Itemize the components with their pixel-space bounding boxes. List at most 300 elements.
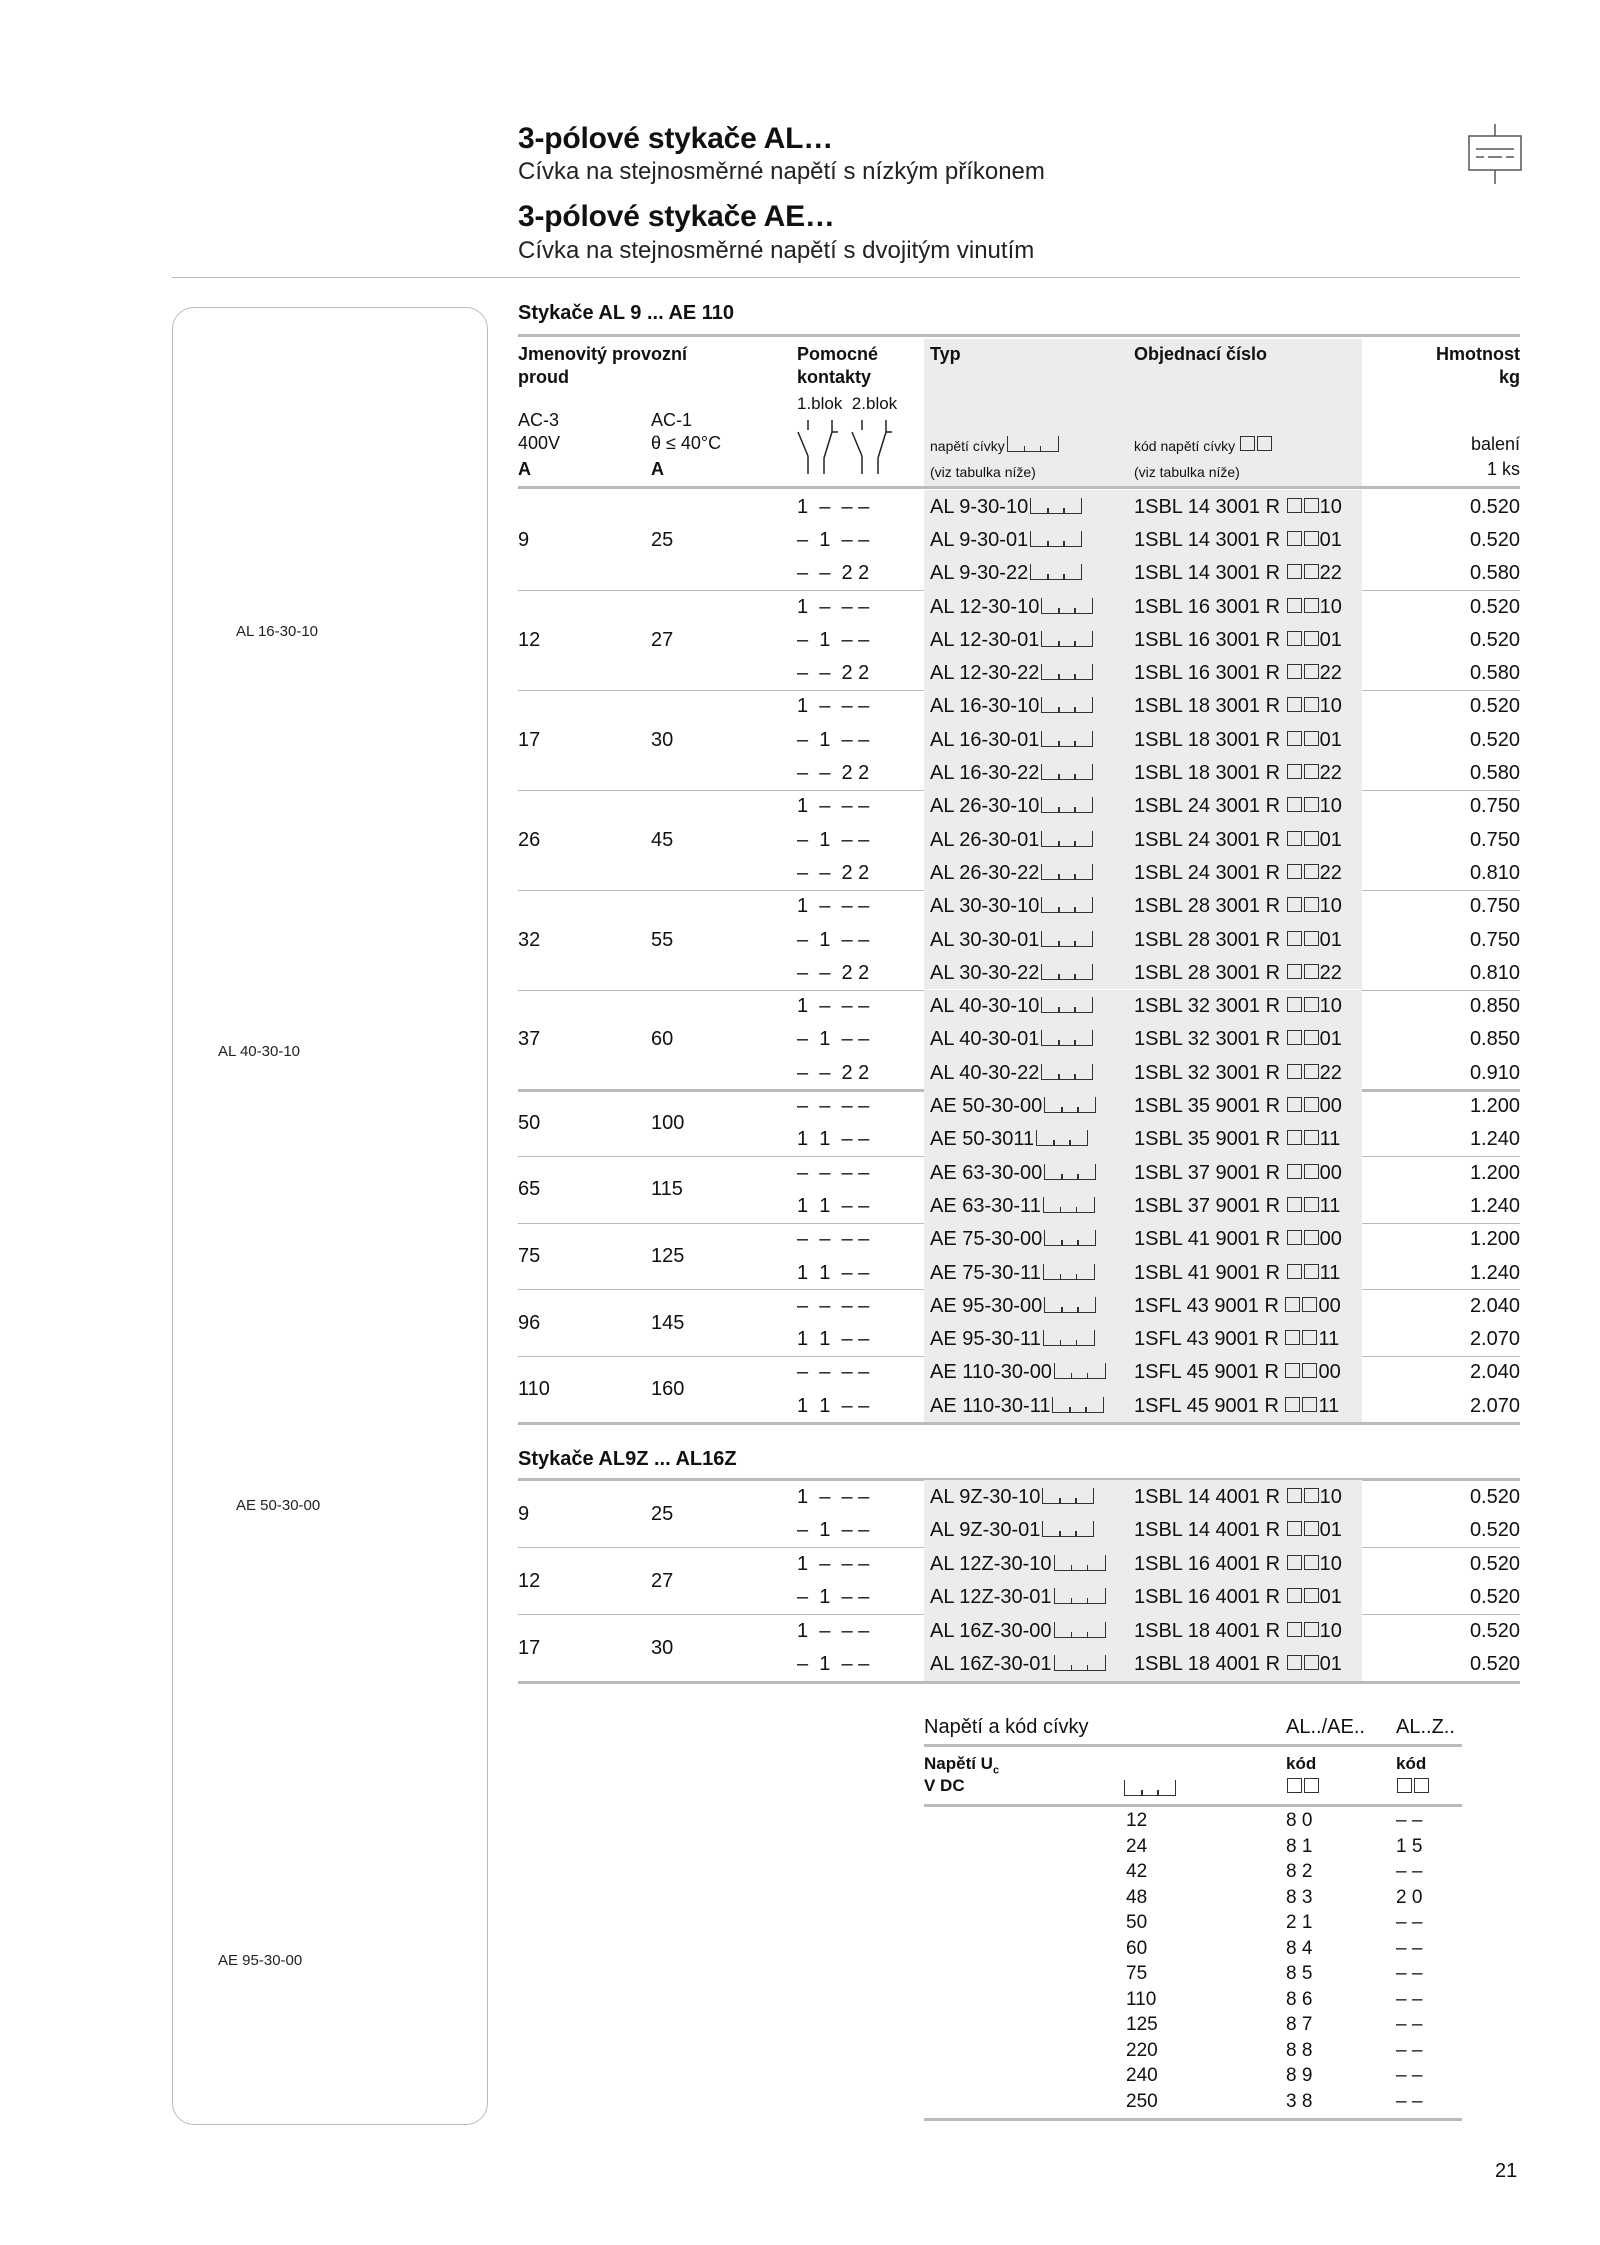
weight: 0.520 (1469, 1653, 1520, 1676)
type-cell (930, 1619, 1106, 1643)
code-alz: – – (1396, 2065, 1423, 2086)
order-number-cell (1134, 528, 1342, 552)
code-square-icon (1304, 1655, 1319, 1670)
coil-voltage-box-icon (1041, 797, 1093, 813)
aux-contacts: 1 – – – (797, 1619, 870, 1642)
row-divider (518, 1681, 1520, 1684)
order-number: 1SBL 16 3001 R (1134, 628, 1281, 651)
coil-voltage-box-icon (1007, 436, 1059, 452)
type-code: AL 9-30-22 (930, 562, 1029, 585)
type-code: AL 12Z-30-10 (930, 1552, 1052, 1575)
coil-code-label: kód napětí cívky (1134, 438, 1236, 454)
order-number-cell (1134, 1294, 1341, 1318)
order-number-cell (1134, 1652, 1342, 1676)
order-number: 1SFL 43 9001 R (1134, 1328, 1279, 1351)
type-code: AE 95-30-11 (930, 1328, 1041, 1351)
code-al-ae: 2 1 (1286, 1912, 1313, 1933)
order-suffix: 22 (1319, 861, 1342, 884)
code-square-icon (1304, 731, 1319, 746)
coil-voltage-box-icon (1041, 664, 1093, 680)
code-square-icon (1287, 1778, 1302, 1793)
order-number: 1SBL 37 9001 R (1134, 1194, 1281, 1217)
ac1-current: 60 (651, 1028, 674, 1051)
order-suffix: 01 (1319, 1653, 1342, 1676)
col-pack: balení (1470, 434, 1520, 454)
code-square-icon (1287, 1230, 1302, 1245)
type-code: AL 16-30-01 (930, 728, 1040, 751)
table-rule (924, 2118, 1462, 2121)
code-square-icon (1304, 564, 1319, 579)
code-square-icon (1302, 1363, 1317, 1378)
weight: 0.750 (1469, 828, 1520, 851)
order-number: 1SBL 14 4001 R (1134, 1485, 1281, 1508)
order-number-cell (1134, 861, 1342, 885)
type-code: AL 12Z-30-01 (930, 1586, 1052, 1609)
weight: 0.850 (1469, 1028, 1520, 1051)
aux-contacts: 1 1 – – (797, 1194, 870, 1217)
order-number-cell (1134, 961, 1342, 985)
aux-contacts: 1 1 – – (797, 1394, 870, 1417)
order-number: 1SBL 16 4001 R (1134, 1552, 1281, 1575)
code-square-icon (1302, 1397, 1317, 1412)
code-square-icon (1304, 1264, 1319, 1279)
order-number: 1SFL 43 9001 R (1134, 1294, 1279, 1317)
order-number-cell (1134, 928, 1342, 952)
type-code: AL 16Z-30-00 (930, 1619, 1052, 1642)
order-number-cell (1134, 1360, 1341, 1384)
aux-contacts: – 1 – – (797, 1028, 870, 1051)
code-alz: 2 0 (1396, 1886, 1423, 1908)
order-number: 1SBL 24 3001 R (1134, 795, 1281, 818)
code-square-icon (1287, 631, 1302, 646)
order-suffix: 01 (1319, 928, 1342, 951)
order-number: 1SBL 18 4001 R (1134, 1619, 1281, 1642)
aux-contacts: – – 2 2 (797, 861, 870, 884)
order-number: 1SBL 32 3001 R (1134, 1028, 1281, 1051)
weight: 2.040 (1469, 1294, 1520, 1317)
type-code: AL 9Z-30-10 (930, 1485, 1041, 1508)
type-code: AL 40-30-22 (930, 1061, 1040, 1084)
voltage-code-header-2: kód (1396, 1754, 1427, 1773)
coil-voltage-box-icon (1041, 631, 1093, 647)
col-rated-current: Jmenovitý provozní (518, 344, 688, 364)
voltage-table-title: Napětí a kód cívky (924, 1716, 1089, 1738)
order-number-cell (1134, 994, 1342, 1018)
code-al-ae: 8 1 (1286, 1835, 1313, 1857)
type-cell (930, 828, 1093, 852)
code-square-icon (1304, 1521, 1319, 1536)
ac1-current: 115 (651, 1178, 683, 1201)
order-number: 1SBL 41 9001 R (1134, 1228, 1281, 1251)
ac1-current: 160 (651, 1378, 685, 1401)
order-number: 1SBL 18 3001 R (1134, 728, 1281, 751)
coil-voltage-box-icon (1044, 1297, 1096, 1313)
weight: 0.580 (1469, 562, 1520, 585)
coil-voltage-box-icon (1044, 1164, 1096, 1180)
ac1-current: 145 (651, 1311, 685, 1334)
ac3-current: 17 (518, 728, 541, 751)
aux-contacts: 1 – – – (797, 895, 870, 918)
code-square-icon (1304, 1555, 1319, 1570)
ac1-current: 55 (651, 928, 674, 951)
code-alz: – – (1396, 1861, 1423, 1882)
type-code: AL 12-30-10 (930, 595, 1040, 618)
coil-voltage-box-icon (1041, 764, 1093, 780)
section-title: Stykače AL9Z ... AL16Z (518, 1448, 737, 1470)
type-cell (930, 1327, 1095, 1351)
code-al-ae: 3 8 (1286, 2090, 1313, 2112)
order-number-cell (1134, 1094, 1342, 1118)
weight: 2.070 (1469, 1394, 1520, 1417)
row-divider (518, 1422, 1520, 1425)
ac3-current: 12 (518, 628, 541, 651)
type-cell (930, 628, 1093, 652)
order-number: 1SBL 14 3001 R (1134, 495, 1281, 518)
type-cell (930, 1552, 1106, 1576)
order-suffix: 22 (1319, 762, 1342, 785)
coil-voltage-box-icon (1043, 1264, 1095, 1280)
type-cell (930, 928, 1093, 952)
table-rule (924, 1744, 1462, 1747)
order-number: 1SBL 18 4001 R (1134, 1653, 1281, 1676)
type-code: AL 30-30-22 (930, 961, 1040, 984)
order-number-cell (1134, 828, 1342, 852)
order-number-cell (1134, 794, 1342, 818)
type-cell (930, 761, 1093, 785)
order-suffix: 01 (1319, 1028, 1342, 1051)
col-aux-blocks: 1.blok 2.blok (797, 394, 898, 413)
code-square-icon (1304, 1064, 1319, 1079)
code-square-icon (1304, 997, 1319, 1012)
code-alz: – – (1396, 1937, 1423, 1959)
code-square-icon (1287, 731, 1302, 746)
code-al-ae: 8 3 (1286, 1886, 1313, 1908)
order-number: 1SBL 18 3001 R (1134, 762, 1281, 785)
type-cell (930, 728, 1093, 752)
voltage-value: 12 (1126, 1810, 1148, 1831)
code-square-icon (1287, 864, 1302, 879)
order-number: 1SBL 28 3001 R (1134, 928, 1281, 951)
coil-voltage-box-icon (1036, 1130, 1088, 1146)
code-square-icon (1287, 1130, 1302, 1145)
weight: 0.520 (1469, 695, 1520, 718)
type-cell (930, 1394, 1104, 1418)
type-code: AE 50-3011 (930, 1128, 1035, 1151)
coil-voltage-box-icon (1043, 1330, 1095, 1346)
order-suffix: 10 (1319, 895, 1342, 918)
type-code: AL 12-30-22 (930, 662, 1040, 685)
code-square-icon (1304, 931, 1319, 946)
code-square-icon (1285, 1330, 1300, 1345)
coil-voltage-box-icon (1041, 831, 1093, 847)
order-suffix: 11 (1319, 1261, 1341, 1284)
order-suffix: 01 (1319, 1586, 1342, 1609)
code-square-icon (1304, 897, 1319, 912)
order-number-cell (1134, 894, 1342, 918)
code-square-icon (1287, 1588, 1302, 1603)
order-suffix: 10 (1319, 795, 1342, 818)
order-number-cell (1134, 1619, 1342, 1643)
col-ac3: AC-3 (518, 410, 560, 430)
col-ac1-temp: θ ≤ 40°C (651, 433, 722, 453)
col-aux: Pomocné (797, 344, 879, 364)
ac3-current: 9 (518, 1502, 530, 1525)
aux-contacts: – 1 – – (797, 628, 870, 651)
coil-voltage-box-icon (1041, 697, 1093, 713)
order-number-cell (1134, 1061, 1342, 1085)
col-ac1: AC-1 (651, 410, 693, 430)
coil-voltage-box-icon (1054, 1655, 1106, 1671)
type-code: AL 30-30-01 (930, 928, 1040, 951)
order-number-cell (1134, 1518, 1342, 1542)
aux-contacts: – 1 – – (797, 1519, 870, 1542)
product-image-panel (172, 307, 488, 2125)
ac3-current: 37 (518, 1028, 541, 1051)
ac1-current: 45 (651, 828, 674, 851)
type-cell (930, 1094, 1096, 1118)
aux-contacts: – – 2 2 (797, 662, 870, 685)
order-number: 1SBL 28 3001 R (1134, 961, 1281, 984)
coil-voltage-box-icon (1054, 1363, 1106, 1379)
col-ac3-voltage: 400V (518, 433, 561, 453)
order-suffix: 00 (1318, 1361, 1341, 1384)
type-cell (930, 1585, 1106, 1609)
weight: 0.810 (1469, 861, 1520, 884)
header-divider (172, 277, 1520, 278)
order-number: 1SBL 24 3001 R (1134, 861, 1281, 884)
ac3-current: 26 (518, 828, 541, 851)
type-code: AL 40-30-01 (930, 1028, 1040, 1051)
code-square-icon (1287, 764, 1302, 779)
type-code: AL 9-30-10 (930, 495, 1029, 518)
col-ac1-unit: A (651, 459, 664, 479)
voltage-value: 24 (1126, 1835, 1148, 1857)
weight: 1.240 (1469, 1128, 1520, 1151)
coil-voltage-box-icon (1030, 531, 1082, 547)
type-code: AL 26-30-01 (930, 828, 1040, 851)
type-cell (930, 1360, 1106, 1384)
ac1-current: 125 (651, 1244, 685, 1267)
type-cell (930, 1294, 1096, 1318)
order-number-cell (1134, 1394, 1339, 1418)
code-alz: – – (1396, 1810, 1423, 1831)
type-cell (930, 1027, 1093, 1051)
order-suffix: 00 (1319, 1228, 1342, 1251)
voltage-value: 60 (1126, 1937, 1148, 1959)
code-square-icon (1287, 897, 1302, 912)
ac1-current: 27 (651, 628, 674, 651)
voltage-value: 48 (1126, 1886, 1148, 1908)
type-cell (930, 694, 1093, 718)
aux-contacts: – 1 – – (797, 1586, 870, 1609)
order-suffix: 22 (1319, 1061, 1342, 1084)
code-square-icon (1304, 1488, 1319, 1503)
section-title: Stykače AL 9 ... AE 110 (518, 302, 735, 324)
weight: 0.520 (1469, 728, 1520, 751)
type-code: AE 110-30-00 (930, 1361, 1052, 1384)
code-al-ae: 8 5 (1286, 1963, 1313, 1984)
type-cell (930, 861, 1093, 885)
order-suffix: 11 (1319, 1194, 1341, 1217)
code-square-icon (1287, 697, 1302, 712)
code-squares (1396, 1778, 1430, 1798)
type-cell (930, 1161, 1096, 1185)
coil-voltage-box-icon (1044, 1097, 1096, 1113)
code-square-icon (1304, 531, 1319, 546)
code-square-icon (1287, 598, 1302, 613)
type-cell (930, 894, 1093, 918)
coil-voltage-box-icon (1124, 1780, 1176, 1796)
code-square-icon (1287, 564, 1302, 579)
col-see-table: (viz tabulka níže) (930, 464, 1036, 480)
type-cell (930, 1261, 1095, 1285)
order-number: 1SBL 28 3001 R (1134, 895, 1281, 918)
code-al-ae: 8 7 (1286, 2014, 1313, 2035)
code-square-icon (1414, 1778, 1429, 1793)
order-number-cell (1134, 628, 1342, 652)
page-number: 21 (1495, 2160, 1518, 2182)
order-number: 1SBL 35 9001 R (1134, 1128, 1281, 1151)
order-number-cell (1134, 1194, 1340, 1218)
aux-contacts: 1 – – – (797, 595, 870, 618)
code-alz: – – (1396, 1988, 1423, 2010)
col-see-table-2: (viz tabulka níže) (1134, 464, 1240, 480)
code-square-icon (1285, 1397, 1300, 1412)
col-pack-qty: 1 ks (1486, 459, 1520, 479)
col-weight: Hmotnost (1436, 344, 1520, 364)
image-caption: AE 50-30-00 (236, 1497, 321, 1514)
code-square-icon (1287, 664, 1302, 679)
order-number: 1SBL 14 4001 R (1134, 1519, 1281, 1542)
coil-voltage-box-icon (1041, 1030, 1093, 1046)
order-number: 1SBL 18 3001 R (1134, 695, 1281, 718)
weight: 0.520 (1469, 1519, 1520, 1542)
order-number: 1SBL 16 4001 R (1134, 1586, 1281, 1609)
col-coil-code (1134, 435, 1273, 458)
code-square-icon (1304, 864, 1319, 879)
weight: 0.520 (1469, 628, 1520, 651)
aux-contacts: 1 – – – (797, 1552, 870, 1575)
aux-contacts: 1 – – – (797, 795, 870, 818)
code-alz: – – (1396, 2039, 1423, 2061)
order-suffix: 01 (1319, 1519, 1342, 1542)
order-number: 1SBL 35 9001 R (1134, 1095, 1281, 1118)
code-square-icon (1287, 531, 1302, 546)
order-number: 1SBL 16 3001 R (1134, 662, 1281, 685)
code-square-icon (1304, 1164, 1319, 1179)
order-suffix: 00 (1319, 1161, 1342, 1184)
order-number: 1SBL 14 3001 R (1134, 528, 1281, 551)
ac3-current: 32 (518, 928, 541, 951)
voltage-col-alz: AL..Z.. (1396, 1716, 1455, 1738)
voltage-value: 220 (1126, 2039, 1158, 2061)
col-type: Typ (930, 344, 961, 364)
order-number-cell (1134, 1127, 1340, 1151)
order-suffix: 11 (1319, 1128, 1341, 1151)
code-alz: – – (1396, 1963, 1423, 1984)
weight: 0.520 (1469, 1586, 1520, 1609)
coil-voltage-box-icon (1044, 1230, 1096, 1246)
order-number-cell (1134, 1327, 1339, 1351)
ac3-current: 12 (518, 1569, 541, 1592)
weight: 1.200 (1469, 1161, 1520, 1184)
code-al-ae: 8 8 (1286, 2039, 1313, 2061)
order-number: 1SBL 32 3001 R (1134, 1061, 1281, 1084)
coil-voltage-box-icon (1054, 1622, 1106, 1638)
type-cell (930, 994, 1093, 1018)
order-number-cell (1134, 1585, 1342, 1609)
code-square-icon (1304, 498, 1319, 513)
code-square-icon (1287, 1097, 1302, 1112)
order-suffix: 01 (1319, 728, 1342, 751)
type-code: AL 16Z-30-01 (930, 1653, 1052, 1676)
code-square-icon (1304, 1588, 1319, 1603)
type-code: AE 50-30-00 (930, 1095, 1043, 1118)
aux-contacts: – – 2 2 (797, 1061, 870, 1084)
code-al-ae: 8 2 (1286, 1861, 1313, 1882)
ac1-current: 30 (651, 728, 674, 751)
order-number-cell (1134, 1227, 1342, 1251)
order-suffix: 10 (1319, 1485, 1342, 1508)
code-square-icon (1304, 964, 1319, 979)
contact-symbol-icon (796, 418, 902, 476)
code-square-icon (1257, 436, 1272, 451)
subtitle-al-wrap (518, 158, 1518, 186)
coil-voltage-box-icon (1041, 897, 1093, 913)
weight: 0.520 (1469, 495, 1520, 518)
type-cell (930, 595, 1093, 619)
image-caption: AL 16-30-10 (236, 623, 319, 640)
code-al-ae: 8 0 (1286, 1810, 1313, 1831)
ac3-current: 17 (518, 1636, 541, 1659)
table-rule (924, 1804, 1462, 1807)
type-code: AL 30-30-10 (930, 895, 1040, 918)
order-number: 1SBL 16 3001 R (1134, 595, 1281, 618)
type-code: AL 16-30-10 (930, 695, 1040, 718)
dc-coil-icon (1468, 124, 1522, 184)
code-square-icon (1304, 598, 1319, 613)
table-rule (518, 334, 1520, 337)
code-square-icon (1304, 664, 1319, 679)
order-number-cell (1134, 661, 1342, 685)
code-square-icon (1304, 631, 1319, 646)
code-square-icon (1304, 1030, 1319, 1045)
type-cell (930, 1061, 1093, 1085)
order-suffix: 11 (1318, 1328, 1340, 1351)
order-suffix: 10 (1319, 1552, 1342, 1575)
aux-contacts: 1 1 – – (797, 1261, 870, 1284)
order-suffix: 10 (1319, 995, 1342, 1018)
type-code: AE 63-30-00 (930, 1161, 1043, 1184)
order-number: 1SFL 45 9001 R (1134, 1394, 1279, 1417)
order-number: 1SBL 37 9001 R (1134, 1161, 1281, 1184)
type-code: AL 9Z-30-01 (930, 1519, 1041, 1542)
order-number: 1SBL 14 3001 R (1134, 562, 1281, 585)
weight: 1.240 (1469, 1261, 1520, 1284)
code-al-ae: 8 9 (1286, 2065, 1313, 2086)
weight: 2.070 (1469, 1328, 1520, 1351)
image-caption: AL 40-30-10 (218, 1043, 301, 1060)
code-al-ae: 8 6 (1286, 1988, 1313, 2010)
type-cell (930, 794, 1093, 818)
code-square-icon (1304, 1130, 1319, 1145)
voltage-value: 42 (1126, 1861, 1148, 1882)
voltage-col-al-ae: AL../AE.. (1286, 1716, 1365, 1738)
type-cell (930, 961, 1093, 985)
weight: 0.520 (1469, 595, 1520, 618)
code-alz: – – (1396, 1912, 1423, 1933)
type-code: AL 16-30-22 (930, 762, 1040, 785)
